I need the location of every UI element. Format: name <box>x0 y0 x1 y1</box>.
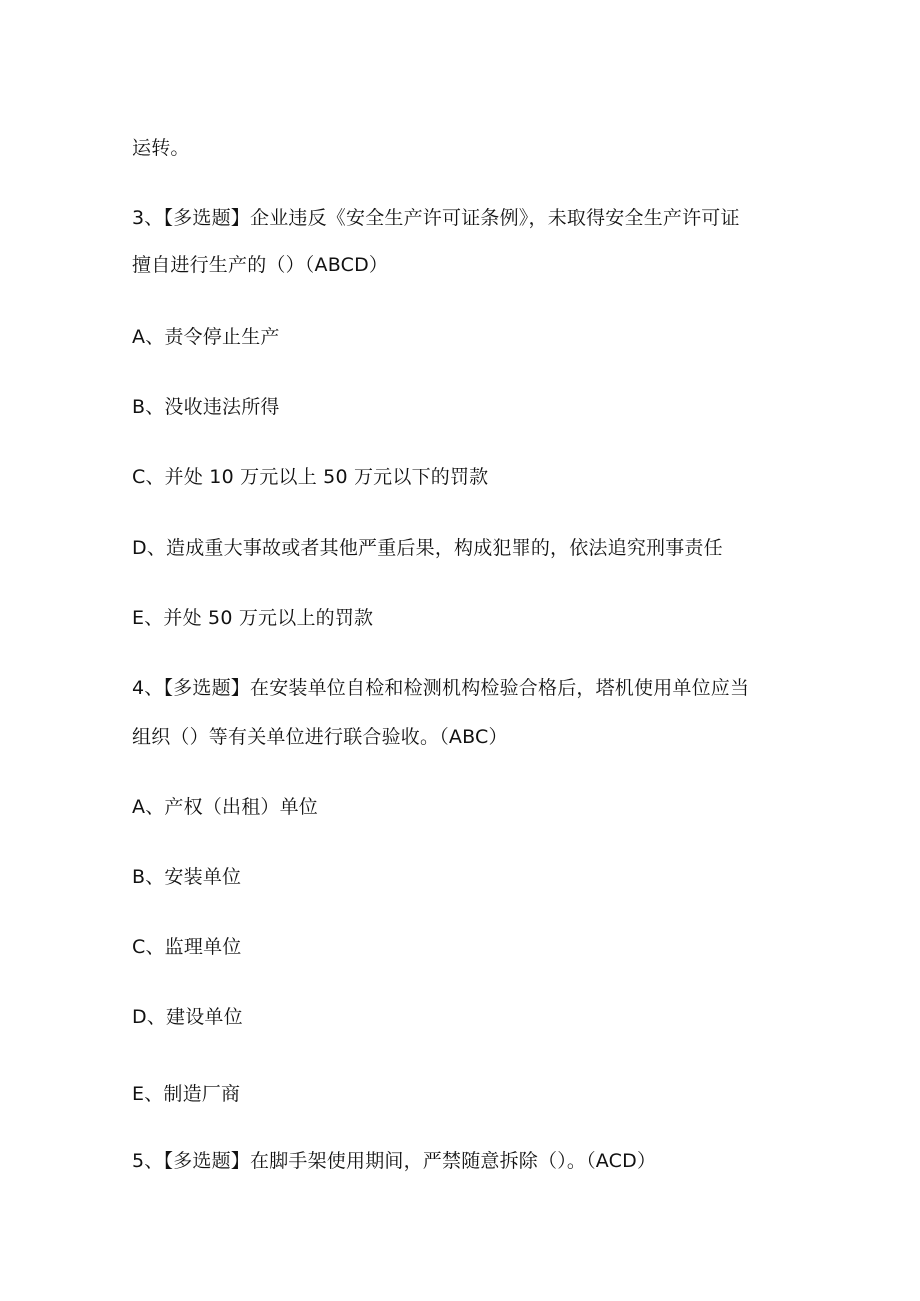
question-3-option-c: C、并处 10 万元以上 50 万元以下的罚款 <box>132 466 489 488</box>
question-4-stem-line-2: 组织（）等有关单位进行联合验收。（ABC） <box>132 726 508 748</box>
question-4-option-d: D、建设单位 <box>132 1006 243 1028</box>
question-3-option-d: D、造成重大事故或者其他严重后果，构成犯罪的，依法追究刑事责任 <box>132 537 723 559</box>
question-3-option-b: B、没收违法所得 <box>132 396 280 418</box>
question-4-option-c: C、监理单位 <box>132 936 242 958</box>
question-4-stem-line-1: 4、【多选题】在安装单位自检和检测机构检验合格后，塔机使用单位应当 <box>132 677 750 699</box>
question-4-option-b: B、安装单位 <box>132 866 242 888</box>
question-3-option-a: A、责令停止生产 <box>132 326 280 348</box>
question-5-stem-line-1: 5、【多选题】在脚手架使用期间，严禁随意拆除（）。（ACD） <box>132 1150 657 1172</box>
question-3-stem-line-1: 3、【多选题】企业违反《安全生产许可证条例》，未取得安全生产许可证 <box>132 207 740 229</box>
question-4-option-a: A、产权（出租）单位 <box>132 796 318 818</box>
question-4-option-e: E、制造厂商 <box>132 1083 241 1105</box>
text-line-continuation: 运转。 <box>132 137 190 159</box>
question-3-option-e: E、并处 50 万元以上的罚款 <box>132 607 374 629</box>
question-3-stem-line-2: 擅自进行生产的（）（ABCD） <box>132 254 389 276</box>
